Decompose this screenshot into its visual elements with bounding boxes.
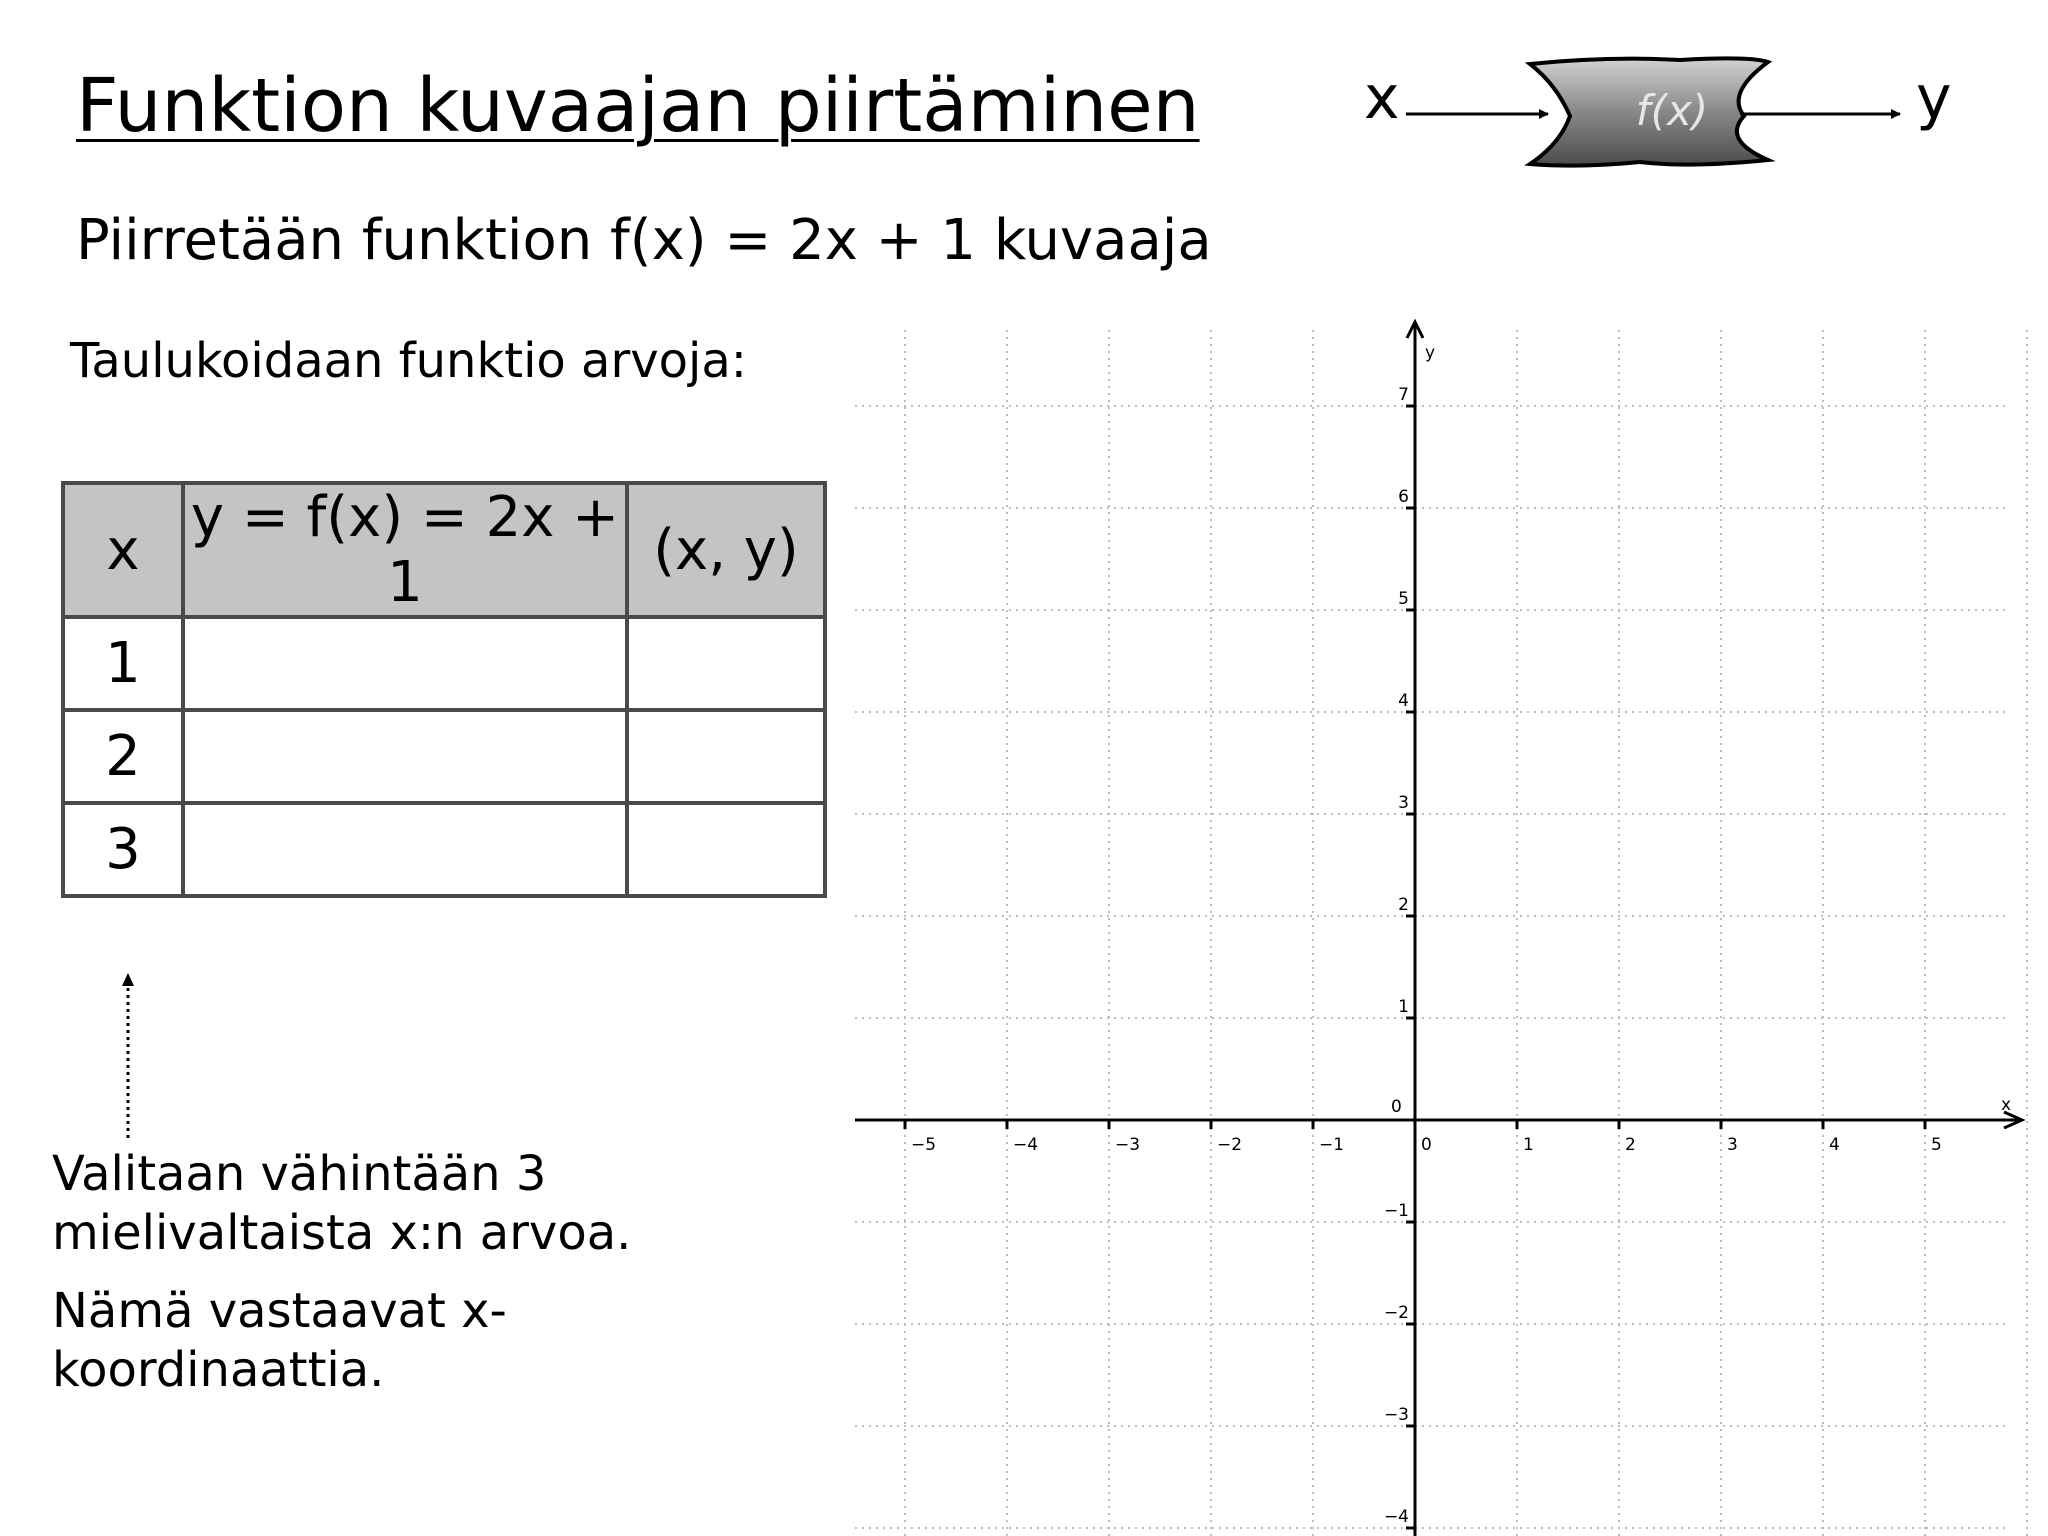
x-axis-label: x	[2001, 1095, 2012, 1115]
y-tick-label: 6	[1398, 487, 1409, 507]
x-tick-label: −5	[911, 1135, 937, 1155]
x-tick-label: 4	[1829, 1135, 1840, 1155]
cell-x: 3	[63, 803, 183, 896]
y-tick-label: −4	[1383, 1507, 1409, 1527]
cell-x: 2	[63, 710, 183, 803]
x-tick-label: 5	[1931, 1135, 1942, 1155]
y-tick-label: 3	[1398, 793, 1409, 813]
x-tick-label: −4	[1013, 1135, 1039, 1155]
y-tick-label: 2	[1398, 895, 1409, 915]
y-tick-label: −3	[1383, 1405, 1409, 1425]
function-output-label: y	[1916, 63, 1952, 133]
header-point: (x, y)	[627, 483, 825, 617]
slide-title: Funktion kuvaajan piirtäminen	[76, 63, 1200, 149]
note-line-x-coordinate: Nämä vastaavat x-koordinaattia.	[52, 1283, 507, 1398]
header-y-formula: y = f(x) = 2x + 1	[183, 483, 627, 617]
x-tick-label: 3	[1727, 1135, 1738, 1155]
table-heading: Taulukoidaan funktio arvoja:	[70, 333, 747, 389]
y-tick-label: 1	[1398, 997, 1409, 1017]
y-tick-label: −1	[1383, 1201, 1409, 1221]
function-input-label: x	[1364, 63, 1400, 133]
cell-x: 1	[63, 617, 183, 710]
x-tick-label: −2	[1217, 1135, 1243, 1155]
header-x: x	[63, 483, 183, 617]
x-tick-label: −3	[1115, 1135, 1141, 1155]
y-axis-label: y	[1425, 343, 1436, 363]
x-tick-label: 0	[1421, 1135, 1432, 1155]
note-line-choose-x: Valitaan vähintään 3 mielivaltaista x:n arvoa.	[52, 1146, 632, 1261]
x-tick-label: −1	[1319, 1135, 1345, 1155]
y-tick-label: 0	[1391, 1097, 1402, 1117]
y-tick-label: 5	[1398, 589, 1409, 609]
x-tick-label: 2	[1625, 1135, 1636, 1155]
y-tick-label: 4	[1398, 691, 1409, 711]
y-tick-label: 7	[1398, 385, 1409, 405]
x-tick-label: 1	[1523, 1135, 1534, 1155]
subtitle: Piirretään funktion f(x) = 2x + 1 kuvaaja	[76, 208, 1212, 273]
y-tick-label: −2	[1383, 1303, 1409, 1323]
function-name-label: f(x)	[1635, 86, 1709, 135]
